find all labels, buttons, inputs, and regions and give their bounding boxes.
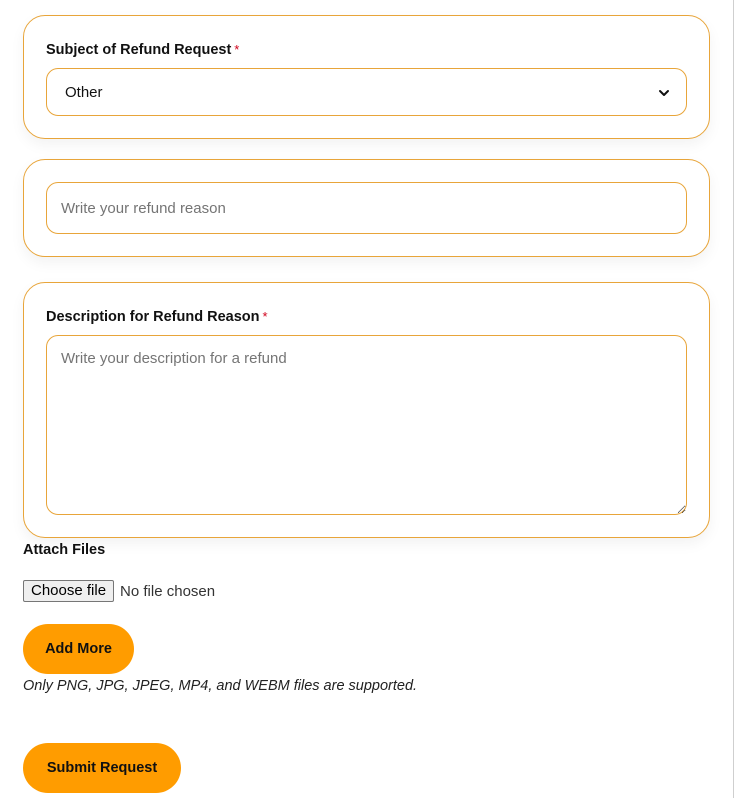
submit-request-button[interactable]: Submit Request bbox=[23, 743, 181, 793]
refund-reason-input[interactable] bbox=[46, 182, 687, 234]
subject-select[interactable] bbox=[46, 68, 687, 116]
reason-card bbox=[23, 159, 710, 257]
required-asterisk: * bbox=[262, 309, 268, 324]
supported-files-hint: Only PNG, JPG, JPEG, MP4, and WEBM files are supported. bbox=[23, 678, 418, 694]
subject-label bbox=[46, 42, 239, 58]
subject-label-text: Subject of Refund Request bbox=[46, 42, 232, 58]
required-asterisk: * bbox=[234, 42, 240, 57]
subject-card bbox=[23, 15, 710, 139]
chevron-down-icon bbox=[658, 86, 670, 98]
description-label-text: Description for Refund Reason bbox=[46, 309, 260, 325]
page-divider bbox=[733, 0, 734, 798]
add-more-button[interactable]: Add More bbox=[23, 624, 134, 674]
description-label bbox=[46, 309, 268, 325]
file-status: No file chosen bbox=[120, 582, 216, 600]
file-input bbox=[23, 580, 215, 602]
description-textarea[interactable] bbox=[46, 335, 687, 515]
choose-file-button[interactable]: Choose file bbox=[23, 580, 114, 602]
description-card bbox=[23, 282, 710, 538]
subject-selected-value: Other bbox=[65, 83, 103, 101]
attach-files-label: Attach Files bbox=[23, 542, 106, 558]
